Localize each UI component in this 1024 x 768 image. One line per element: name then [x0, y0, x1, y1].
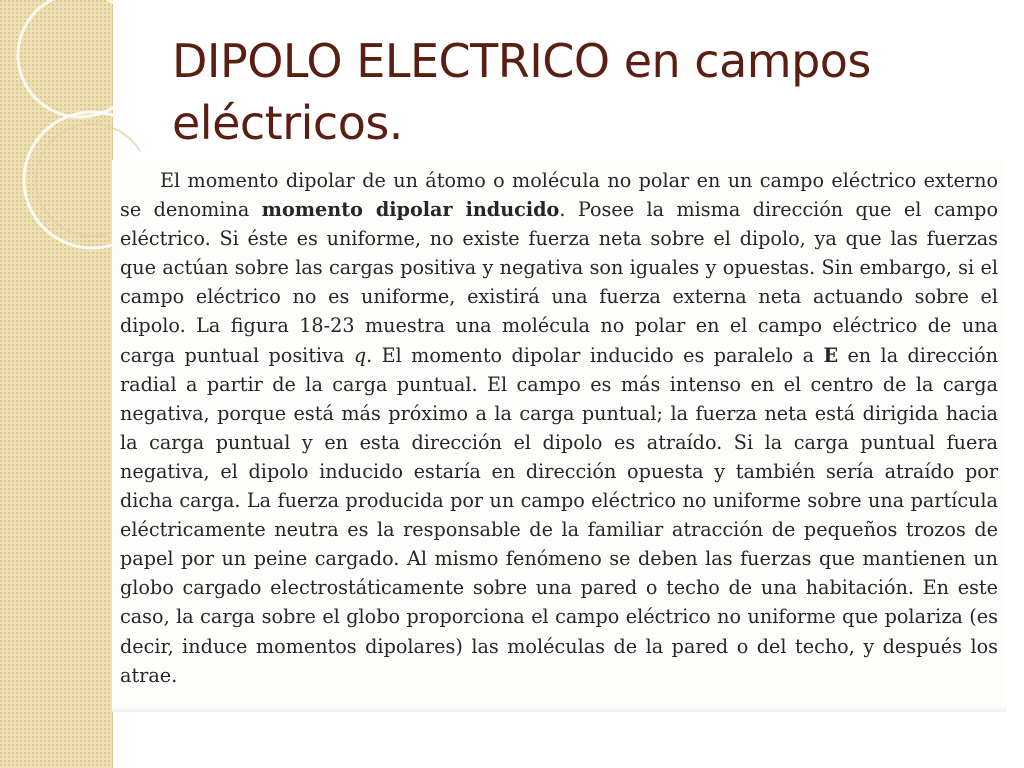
body-text-part-2: . Posee la misma dirección que el campo eléctrico. Si éste es uniforme, no existe fuerza neta sobre el dipolo, ya que las fuerzas que actúan sobre las cargas positiva y negativa son iguales y opuestas. Sin embargo, si el campo eléctrico no es uniforme, existirá una fuerza externa neta actuando sobre el dipolo. La figura 18-23 muestra una molécula no polar en el campo eléctrico de una carga puntual positiva	[120, 198, 999, 367]
scan-bottom-edge	[112, 706, 1006, 712]
term-induced-dipole: momento dipolar inducido	[261, 198, 560, 222]
scanned-text-image	[112, 160, 1006, 712]
body-paragraph	[120, 166, 998, 690]
field-symbol-e: E	[823, 343, 839, 367]
slide-title: DIPOLO ELECTRICO en campos eléctricos.	[172, 34, 871, 150]
charge-symbol-q: q	[353, 343, 367, 367]
body-text-part-4: en la dirección radial a partir de la carga puntual. El campo es más intenso en el centro de la carga negativa, porque está más próximo a la carga puntual; la fuerza neta está dirigida hacia la carga puntual y en esta dirección el dipolo es atraído. Si la carga puntual fuera negativa, el dipolo inducido estaría en dirección opuesta y también sería atraído por dicha carga. La fuerza producida por un campo eléctrico no uniforme sobre una partícula eléctricamente neutra es la responsable de la familiar atracción de pequeños trozos de papel por un peine cargado. Al mismo fenómeno se deben las fuerzas que mantienen un globo cargado electrostáticamente sobre una pared o techo de una habitación. En este caso, la carga sobre el globo proporciona el campo eléctrico no uniforme que polariza (es decir, induce momentos dipolares) las moléculas de la pared o del techo, y después los atrae.	[120, 343, 999, 687]
decorative-side-band	[0, 0, 113, 768]
body-text-part-3: . El momento dipolar inducido es paralelo a	[366, 343, 824, 367]
body-text-part-1: El momento dipolar de un átomo o molécula no polar en un campo eléctrico externo se denomina	[120, 169, 998, 222]
